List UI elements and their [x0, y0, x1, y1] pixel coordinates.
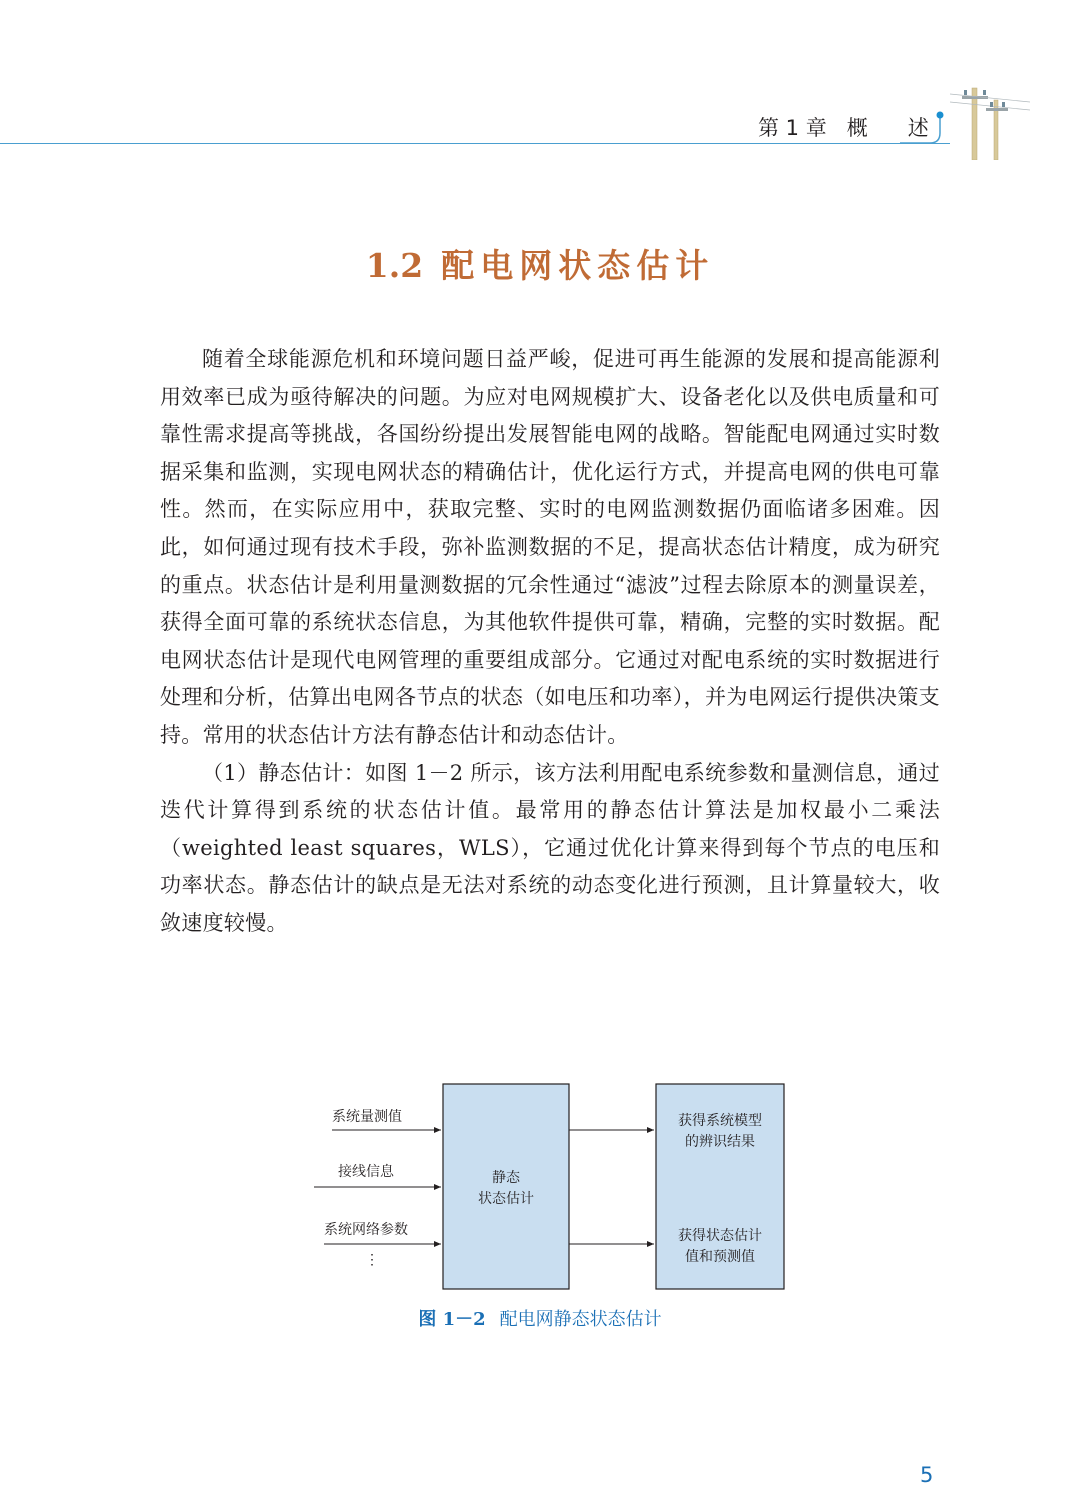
output-top-line-2: 的辨识结果 — [685, 1134, 755, 1150]
section-title-text: 配电网状态估计 — [441, 246, 715, 285]
body-text — [160, 341, 940, 943]
chapter-heading: 第 1 章 概 述 — [758, 116, 929, 140]
center-box-line-2: 状态估计 — [478, 1191, 534, 1207]
figure-caption — [0, 1305, 1080, 1331]
header-rule — [0, 143, 950, 144]
output-bottom-label — [656, 1226, 784, 1268]
paragraph-static-estimation: （1）静态估计：如图 1－2 所示，该方法利用配电系统参数和量测信息，通过迭代计算得到系统的状态估计值。最常用的静态估计算法是加权最小二乘法（weighted least squares，WLS），它通过优化计算来得到每个节点的电压和功率状态。静态估计的缺点是无法对系统的动态变化进行预测，且计算量较大，收敛速度较慢。 — [160, 760, 940, 935]
section-number: 1.2 — [365, 246, 424, 285]
input-label-measurements: 系统量测值 — [332, 1109, 402, 1125]
input-label-network-params: 系统网络参数 — [324, 1222, 408, 1238]
figure-caption-text: 配电网静态状态估计 — [499, 1309, 662, 1330]
power-pole-icon — [950, 80, 1030, 160]
page-number: 5 — [920, 1463, 934, 1487]
output-top-line-1: 获得系统模型 — [678, 1113, 762, 1129]
figure-static-estimation — [310, 1080, 790, 1295]
section-title — [0, 240, 1080, 287]
input-label-wiring: 接线信息 — [338, 1164, 394, 1180]
paragraph-intro: 随着全球能源危机和环境问题日益严峻，促进可再生能源的发展和提高能源利用效率已成为亟待解决的问题。为应对电网规模扩大、设备老化以及供电质量和可靠性需求提高等挑战，各国纷纷提出发展智能电网的战略。智能配电网通过实时数据采集和监测，实现电网状态的精确估计，优化运行方式，并提高电网的供电可靠性。然而，在实际应用中，获取完整、实时的电网监测数据仍面临诸多困难。因此，如何通过现有技术手段，弥补监测数据的不足，提高状态估计精度，成为研究的重点。状态估计是利用量测数据的冗余性通过“滤波”过程去除原本的测量误差，获得全面可靠的系统状态信息，为其他软件提供可靠，精确，完整的实时数据。配电网状态估计是现代电网管理的重要组成部分。它通过对配电系统的实时数据进行处理和分析，估算出电网各节点的状态（如电压和功率），并为电网运行提供决策支持。常用的状态估计方法有静态估计和动态估计。 — [160, 347, 940, 747]
center-box-label — [443, 1168, 569, 1210]
output-bottom-line-1: 获得状态估计 — [678, 1228, 762, 1244]
output-top-label — [656, 1111, 784, 1153]
input-ellipsis: ⋮ — [365, 1252, 379, 1268]
figure-number: 图 1－2 — [418, 1309, 486, 1330]
center-box-line-1: 静态 — [492, 1170, 520, 1186]
output-bottom-line-2: 值和预测值 — [685, 1249, 755, 1265]
